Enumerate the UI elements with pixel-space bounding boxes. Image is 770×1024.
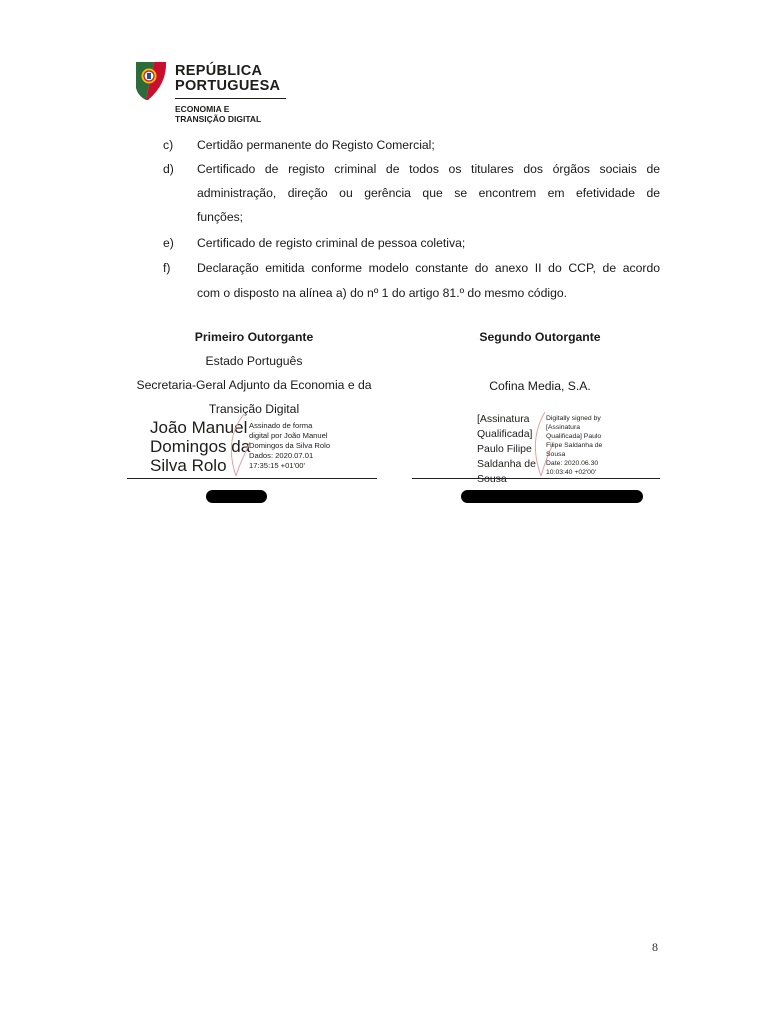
first-party-heading: Primeiro Outorgante [194, 330, 314, 344]
logo-subtitle-line-1: ECONOMIA E [175, 104, 230, 114]
page-number: 8 [652, 940, 658, 954]
second-party-block [420, 330, 660, 393]
signature-meta-line: Qualificada] Paulo [546, 433, 602, 440]
redaction-bar [206, 490, 267, 503]
signature-meta-line: Filipe Saldanha de [546, 442, 603, 449]
signature-name-line: Saldanha de [477, 458, 536, 470]
signature-meta-line: Dados: 2020.07.01 [249, 451, 314, 460]
logo-divider [175, 98, 286, 99]
list-text: Certidão permanente do Registo Comercial; [197, 138, 435, 152]
signature-name-line: João Manuel [150, 418, 248, 437]
logo-title-line-1: REPÚBLICA [175, 63, 263, 79]
signature-swoosh-icon [222, 412, 252, 478]
republica-portuguesa-logo [134, 60, 304, 130]
signature-metadata [249, 421, 330, 471]
signature-metadata [546, 414, 602, 477]
coat-of-arms-icon [134, 60, 168, 102]
first-party-line-3: Transição Digital [208, 402, 300, 416]
list-text: com o disposto na alínea a) do nº 1 do artigo 81.º do mesmo código. [197, 286, 568, 300]
logo-subtitle [175, 104, 261, 124]
list-text: Declaração emitida conforme modelo constante do anexo II do CCP, de acordo [197, 261, 660, 275]
list-marker: f) [163, 261, 171, 275]
signature-meta-line: Sousa [546, 451, 566, 458]
signature-name-line: Silva Rolo [150, 456, 227, 475]
logo-subtitle-line-2: TRANSIÇÃO DIGITAL [175, 114, 262, 124]
signature-line [127, 478, 377, 479]
signature-meta-line: Assinado de forma [249, 421, 313, 430]
signature-meta-line: 10:03:40 +02'00' [546, 469, 597, 476]
first-party-line-1: Estado Português [205, 354, 303, 368]
redaction-bar [461, 490, 643, 503]
signature-meta-line: 17:35:15 +01'00' [249, 461, 305, 470]
second-party-heading: Segundo Outorgante [479, 330, 601, 344]
signature-name-line: Qualificada] [477, 428, 533, 440]
second-party-line-1: Cofina Media, S.A. [489, 379, 591, 393]
signature-meta-line: Date: 2020.06.30 [546, 460, 599, 467]
list-marker: e) [163, 236, 174, 250]
list-text: administração, direção ou gerência que se encontrem em efetividade de [197, 186, 660, 200]
signature-meta-line: digital por João Manuel [249, 431, 328, 440]
signature-name-line: Paulo Filipe [477, 443, 532, 455]
signature-name-line: Sousa [477, 473, 507, 485]
signature-name-line: Domingos da [150, 437, 251, 456]
first-party-block [118, 330, 390, 416]
list-text: Certificado de registo criminal de todos os titulares dos órgãos sociais de [197, 162, 660, 176]
list-marker: d) [163, 162, 174, 176]
signature-meta-line: [Assinatura [546, 424, 581, 431]
signature-meta-line: Domingos da Silva Rolo [249, 441, 331, 450]
logo-title [175, 64, 280, 94]
list-text: Certificado de registo criminal de pessoa coletiva; [197, 236, 466, 250]
logo-title-line-2: PORTUGUESA [175, 78, 281, 94]
signature-line [412, 478, 660, 479]
signature-name-line: [Assinatura [477, 413, 530, 425]
signature-meta-line: Digitally signed by [546, 415, 601, 422]
list-text: funções; [197, 210, 244, 224]
first-party-line-2: Secretaria-Geral Adjunto da Economia e da [136, 378, 372, 392]
list-marker: c) [163, 138, 174, 152]
